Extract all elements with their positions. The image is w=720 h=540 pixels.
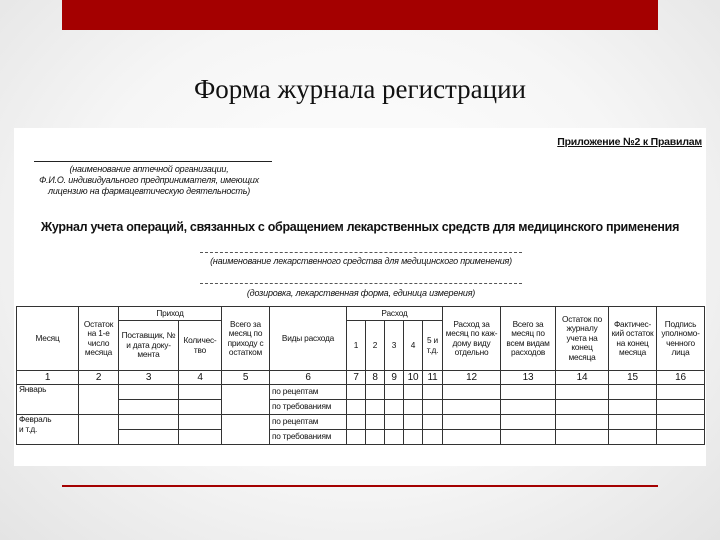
dosage-line xyxy=(200,283,522,284)
slide-title: Форма журнала регистрации xyxy=(193,74,527,104)
column-number-row xyxy=(17,371,705,385)
column-number: 8 xyxy=(366,371,385,385)
column-number: 4 xyxy=(179,371,222,385)
column-number: 1 xyxy=(17,371,79,385)
column-number: 9 xyxy=(385,371,404,385)
column-number: 10 xyxy=(404,371,423,385)
registration-form-image xyxy=(14,128,706,466)
month-february xyxy=(17,415,79,445)
header-expense-4: 4 xyxy=(404,321,423,371)
column-number: 7 xyxy=(347,371,366,385)
column-number: 15 xyxy=(609,371,657,385)
org-caption-line: (наименование аптечной организации, xyxy=(69,164,229,174)
header-quantity: Количес-тво xyxy=(179,321,222,371)
registration-table xyxy=(16,306,705,445)
header-balance-journal: Остаток по журналу учета на конец месяца xyxy=(556,307,609,371)
header-total-income: Всего за месяц по приходу с остатком xyxy=(222,307,270,371)
journal-title: Журнал учета операций, связанных с обращением лекарственных средств для медицинского применения xyxy=(40,220,680,234)
expense-type-requirements: по требованиям xyxy=(270,400,347,415)
column-number: 12 xyxy=(443,371,501,385)
header-expense-2: 2 xyxy=(366,321,385,371)
header-expense-3: 3 xyxy=(385,321,404,371)
column-number: 11 xyxy=(423,371,443,385)
org-caption-line: Ф.И.О. индивидуального предпринимателя, имеющих xyxy=(39,175,259,185)
header-supplier: Поставщик, № и дата доку-мента xyxy=(119,321,179,371)
org-caption-line: лицензию на фармацевтическую деятельность) xyxy=(47,186,251,196)
column-number: 6 xyxy=(270,371,347,385)
drug-name-caption: (наименование лекарственного средства для медицинского применения) xyxy=(210,256,512,266)
org-caption xyxy=(34,164,264,197)
table-row xyxy=(17,400,705,415)
header-expense-types: Виды расхода xyxy=(270,307,347,371)
header-income: Приход xyxy=(119,307,222,321)
column-number: 5 xyxy=(222,371,270,385)
top-accent-bar xyxy=(62,0,658,30)
header-expense: Расход xyxy=(347,307,443,321)
org-name-line xyxy=(34,161,272,162)
expense-type-prescriptions: по рецептам xyxy=(270,385,347,400)
column-number: 2 xyxy=(79,371,119,385)
table-row xyxy=(17,430,705,445)
month-january: Январь xyxy=(17,385,79,415)
appendix-label: Приложение №2 к Правилам xyxy=(557,136,702,148)
column-number: 16 xyxy=(657,371,705,385)
table-row xyxy=(17,385,705,400)
column-number: 14 xyxy=(556,371,609,385)
header-balance-actual: Фактичес-кий остаток на конец месяца xyxy=(609,307,657,371)
header-month: Месяц xyxy=(17,307,79,371)
header-expense-all: Всего за месяц по всем видам расходов xyxy=(501,307,556,371)
header-remainder: Остаток на 1-е число месяца xyxy=(79,307,119,371)
header-expense-5: 5 и т.д. xyxy=(423,321,443,371)
expense-type-requirements: по требованиям xyxy=(270,430,347,445)
column-number: 13 xyxy=(501,371,556,385)
header-row xyxy=(17,307,705,321)
table-row xyxy=(17,415,705,430)
header-signature: Подпись уполномо-ченного лица xyxy=(657,307,705,371)
dosage-caption: (дозировка, лекарственная форма, единица измерения) xyxy=(246,288,476,298)
drug-name-line xyxy=(200,252,522,253)
column-number: 3 xyxy=(119,371,179,385)
month-etc-label: и т.д. xyxy=(19,423,38,434)
month-february-label: Февраль xyxy=(19,414,52,424)
bottom-accent-line xyxy=(62,485,658,487)
header-expense-each: Расход за месяц по каж-дому виду отдельно xyxy=(443,307,501,371)
expense-type-prescriptions: по рецептам xyxy=(270,415,347,430)
header-expense-1: 1 xyxy=(347,321,366,371)
